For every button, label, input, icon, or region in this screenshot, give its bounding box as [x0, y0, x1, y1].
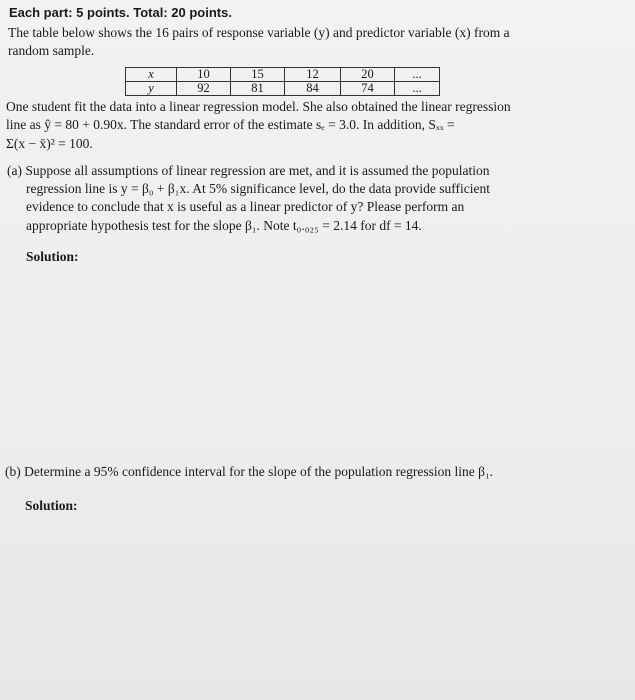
x-header-cell: x — [126, 68, 177, 82]
part-a-line-1: (a) Suppose all assumptions of linear regression are met, and it is assumed the population — [7, 163, 490, 178]
table-row-x — [126, 68, 440, 82]
table-cell: ... — [395, 82, 440, 96]
table-cell: 20 — [341, 68, 395, 82]
part-b-line-1: (b) Determine a 95% confidence interval for the slope of the population regression line β₁. — [5, 464, 494, 479]
intro-line-1: The table below shows the 16 pairs of response variable (y) and predictor variable (x) from a — [8, 25, 510, 40]
points-header: Each part: 5 points. Total: 20 points. — [9, 5, 232, 20]
table-cell: 15 — [231, 68, 285, 82]
table-cell: 74 — [341, 82, 395, 96]
table-cell: ... — [395, 68, 440, 82]
fit-text-line-1: One student fit the data into a linear regression model. She also obtained the linear regression — [6, 99, 511, 114]
fit-text-line-2: line as ŷ = 80 + 0.90x. The standard error of the estimate sₑ = 3.0. In addition, Sₓₓ = — [6, 117, 455, 132]
table-row-y — [126, 82, 440, 96]
table-cell: 10 — [177, 68, 231, 82]
table-cell: 12 — [285, 68, 341, 82]
part-a-line-3: evidence to conclude that x is useful as a linear predictor of y? Please perform an — [26, 199, 465, 214]
table-cell: 81 — [231, 82, 285, 96]
part-a-line-4: appropriate hypothesis test for the slope β₁. Note t₀.₀₂₅ = 2.14 for df = 14. — [26, 218, 422, 233]
table-cell: 84 — [285, 82, 341, 96]
intro-line-2: random sample. — [8, 43, 95, 58]
fit-text-line-3: Σ(x − x̄)² = 100. — [6, 136, 93, 151]
part-a-line-2: regression line is y = β₀ + β₁x. At 5% significance level, do the data provide sufficient — [26, 181, 491, 196]
part-a-solution-label: Solution: — [26, 249, 79, 264]
y-header-cell: y — [126, 82, 177, 96]
data-table — [125, 67, 440, 96]
table-cell: 92 — [177, 82, 231, 96]
part-b-solution-label: Solution: — [25, 498, 78, 513]
